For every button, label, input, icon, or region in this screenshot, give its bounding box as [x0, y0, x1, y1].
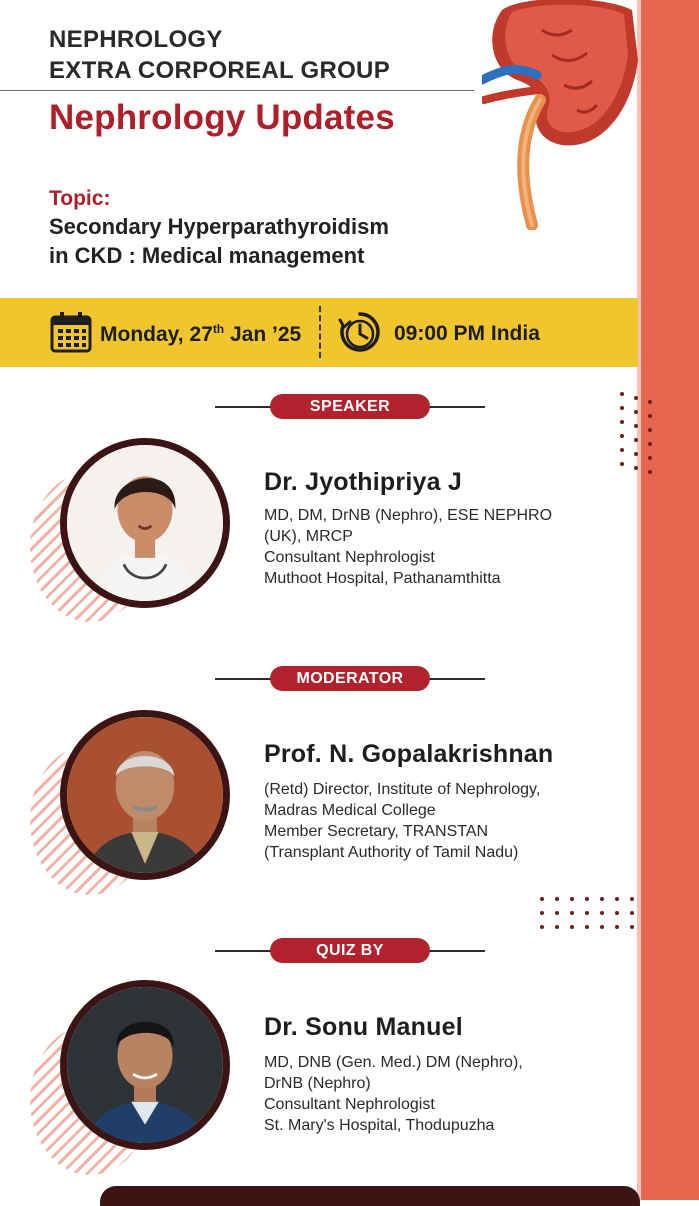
moderator-name: Prof. N. Gopalakrishnan — [264, 740, 554, 768]
event-time: 09:00 PM India — [394, 322, 540, 345]
kidney-illustration-icon — [482, 0, 640, 230]
topic-text — [49, 212, 479, 270]
quiz-badge: QUIZ BY — [270, 938, 430, 963]
moderator-detail-line: Madras Medical College — [264, 802, 436, 819]
moderator-detail-line: (Transplant Authority of Tamil Nadu) — [264, 844, 519, 861]
speaker-detail-line: Consultant Nephrologist — [264, 549, 435, 566]
date-ordinal: th — [212, 322, 225, 336]
moderator-badge: MODERATOR — [270, 666, 430, 691]
moderator-photo — [60, 710, 230, 880]
speaker-detail-line: (UK), MRCP — [264, 528, 353, 545]
topic-line-2: in CKD : Medical management — [49, 243, 365, 268]
quiz-host-name: Dr. Sonu Manuel — [264, 1013, 463, 1041]
speaker-badge: SPEAKER — [270, 394, 430, 419]
header-divider — [0, 90, 474, 91]
org-line-1: NEPHROLOGY — [49, 26, 223, 53]
dot-pattern-middle — [540, 897, 635, 937]
moderator-portrait-icon — [67, 717, 223, 873]
quiz-host-detail-line: St. Mary's Hospital, Thodupuzha — [264, 1117, 495, 1134]
schedule-divider — [319, 306, 321, 358]
quiz-host-photo — [60, 980, 230, 1150]
calendar-icon — [50, 311, 92, 353]
moderator-details — [264, 779, 540, 863]
quiz-host-details — [264, 1052, 523, 1136]
speaker-portrait-icon — [67, 445, 223, 601]
event-title: Nephrology Updates — [49, 98, 395, 137]
quiz-host-portrait-icon — [67, 987, 223, 1143]
quiz-host-detail-line: MD, DNB (Gen. Med.) DM (Nephro), — [264, 1054, 523, 1071]
event-date — [100, 322, 301, 347]
quiz-host-detail-line: DrNB (Nephro) — [264, 1075, 371, 1092]
topic-line-1: Secondary Hyperparathyroidism — [49, 214, 389, 239]
speaker-detail-line: Muthoot Hospital, Pathanamthitta — [264, 570, 501, 587]
speaker-details — [264, 505, 552, 589]
moderator-detail-line: Member Secretary, TRANSTAN — [264, 823, 489, 840]
date-month-year: Jan ’25 — [224, 323, 302, 346]
topic-label: Topic: — [49, 187, 111, 210]
clock-icon — [338, 310, 382, 354]
organization-name — [49, 24, 390, 86]
dot-pattern-top — [620, 392, 660, 482]
date-day: Monday, 27 — [100, 323, 213, 346]
footer-band — [100, 1186, 640, 1206]
speaker-detail-line: MD, DM, DrNB (Nephro), ESE NEPHRO — [264, 507, 553, 524]
moderator-detail-line: (Retd) Director, Institute of Nephrology, — [264, 781, 541, 798]
right-sidebar-band — [641, 0, 699, 1200]
speaker-name: Dr. Jyothipriya J — [264, 468, 462, 496]
quiz-host-detail-line: Consultant Nephrologist — [264, 1096, 435, 1113]
org-line-2: EXTRA CORPOREAL GROUP — [49, 57, 390, 84]
speaker-photo — [60, 438, 230, 608]
